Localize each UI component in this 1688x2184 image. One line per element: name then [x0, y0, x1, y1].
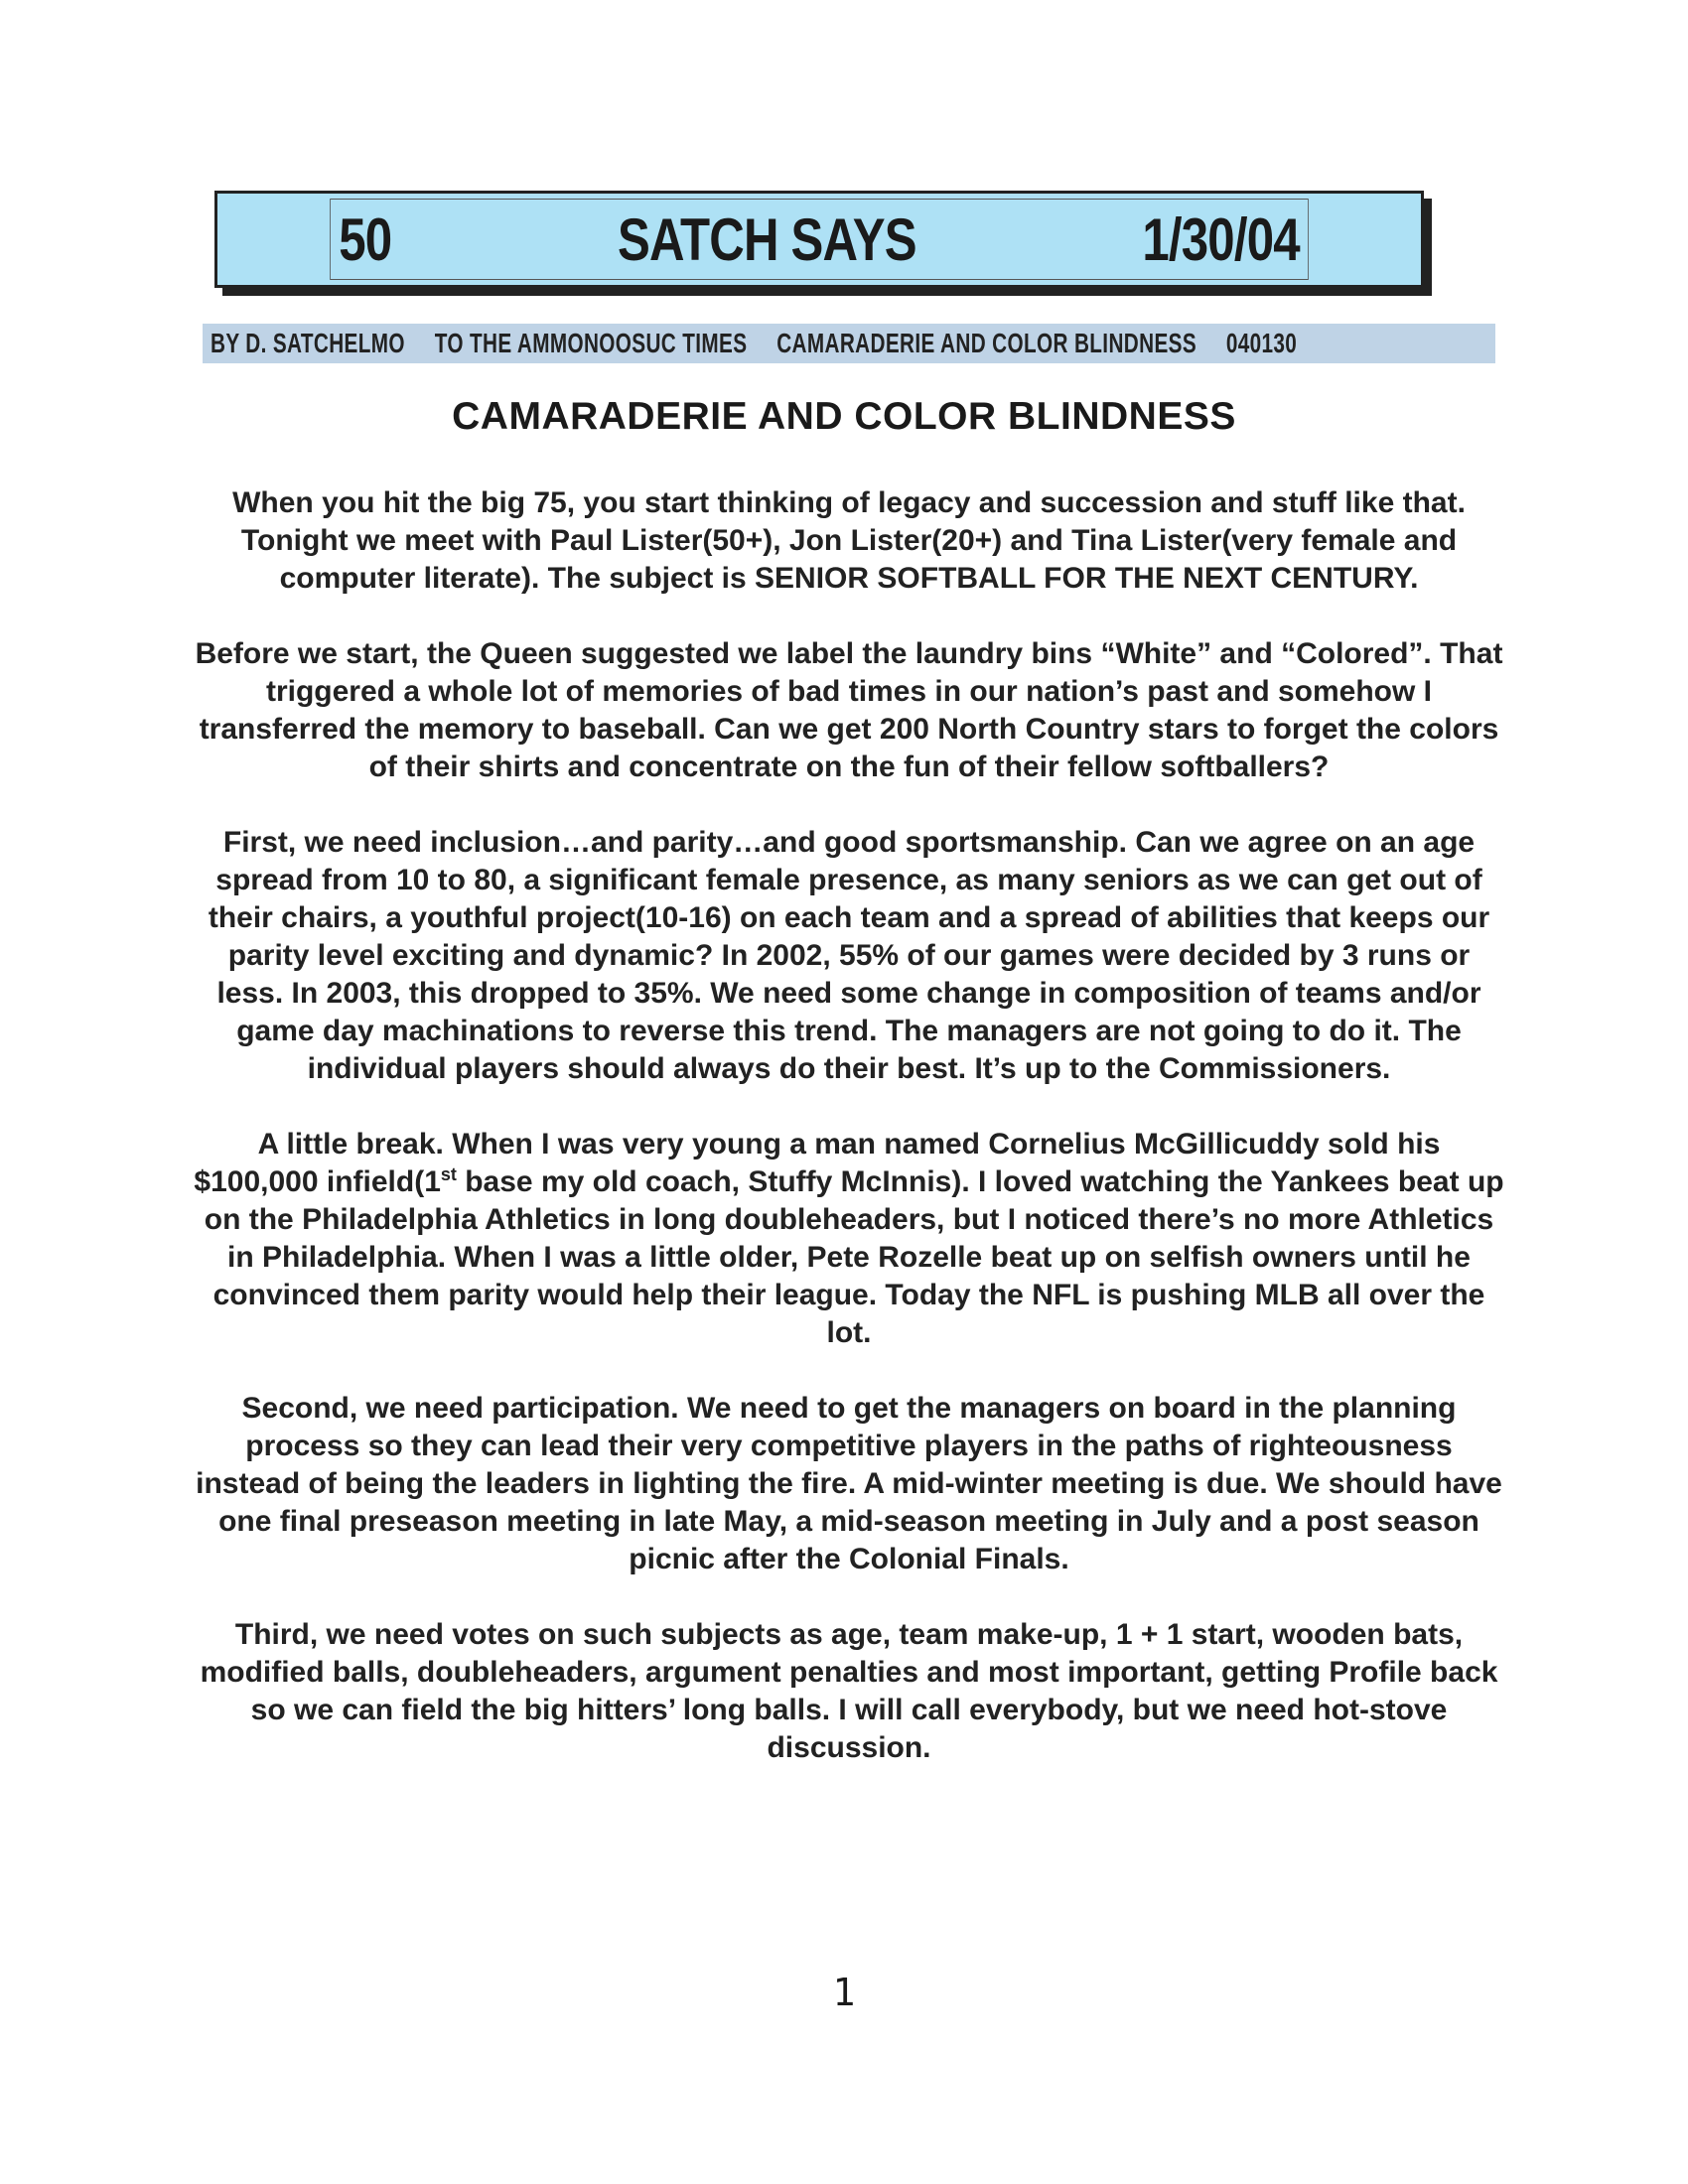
paragraph-4 — [194, 1126, 1504, 1352]
column-banner-inner — [330, 199, 1309, 280]
issue-date: 1/30/04 — [1142, 205, 1300, 273]
byline-text — [211, 328, 1321, 359]
paragraph-4-part-1: A little break. When I was very young a man named Cornelius McGillicuddy sold his $100,000 infield(1 — [194, 1128, 1441, 1198]
paragraph-1: When you hit the big 75, you start thinking of legacy and succession and stuff like that. Tonight we meet with Paul Lister(50+), Jon Lister(20+) and Tina Lister(very female and computer literate). The subject is SENIOR SOFTBALL FOR THE NEXT CENTURY. — [232, 486, 1466, 595]
paragraph-5: Second, we need participation. We need to get the managers on board in the planning process so they can lead their very competitive players in the paths of righteousness instead of being the leaders in lighting the fire. A mid-winter meeting is due. We should have one final preseason meeting in late May, a mid-season meeting in July and a post season picnic after the Colonial Finals. — [196, 1392, 1502, 1575]
column-banner — [214, 191, 1424, 288]
article-title: CAMARADERIE AND COLOR BLINDNESS — [452, 395, 1236, 438]
column-title: SATCH SAYS — [617, 205, 916, 273]
byline-recipient: TO THE AMMONOOSUC TIMES — [434, 328, 748, 358]
page-number: 1 — [832, 1971, 856, 2014]
byline-bar — [203, 324, 1495, 363]
paragraph-6: Third, we need votes on such subjects as age, team make-up, 1 + 1 start, wooden bats, modified balls, doubleheaders, argument penalties and most important, getting Profile back so we can field the big hitters’ long balls. I will call everybody, but we need hot-stove discussion. — [200, 1618, 1498, 1764]
paragraph-2: Before we start, the Queen suggested we label the laundry bins “White” and “Colored”. That triggered a whole lot of memories of bad times in our nation’s past and somehow I transferred the memory to baseball. Can we get 200 North Country stars to forget the colors of their shirts and concentrate on the fun of their fellow softballers? — [195, 637, 1503, 783]
paragraph-3: First, we need inclusion…and parity…and good sportsmanship. Can we agree on an age spread from 10 to 80, a significant female presence, as many seniors as we can get out of their chairs, a youthful project(10-16) on each team and a spread of abilities that keeps our parity level exciting and dynamic? In 2002, 55% of our games were decided by 3 runs or less. In 2003, this dropped to 35%. We need some change in composition of teams and/or game day machinations to reverse this trend. The managers are not going to do it. The individual players should always do their best. It’s up to the Commissioners. — [208, 826, 1490, 1085]
byline-code: 040130 — [1225, 328, 1298, 358]
paragraph-4-part-2: base my old coach, Stuffy McInnis). I loved watching the Yankees beat up on the Philadelphia Athletics in long doubleheaders, but I noticed there’s no more Athletics in Philadelphia. When I was a little older, Pete Rozelle beat up on selfish owners until he convinced them parity would help their league. Today the NFL is pushing MLB all over the lot. — [204, 1165, 1504, 1349]
article-body — [194, 484, 1504, 1805]
byline-author: BY D. SATCHELMO — [211, 328, 405, 358]
byline-subject: CAMARADERIE AND COLOR BLINDNESS — [776, 328, 1197, 358]
ordinal-suffix: st — [440, 1164, 457, 1184]
issue-number: 50 — [339, 205, 392, 273]
